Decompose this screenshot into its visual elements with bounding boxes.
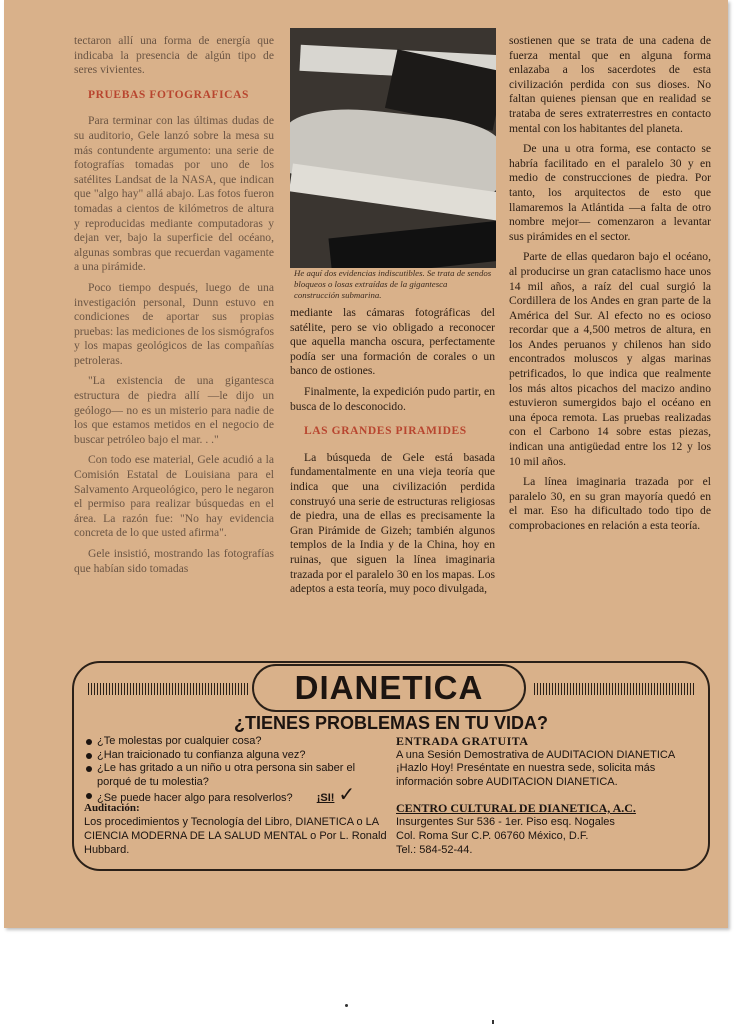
ad-question-list: [84, 735, 384, 806]
ad-title: DIANETICA: [252, 664, 526, 712]
ad-question: ¿Han traicionado tu confianza alguna vez?: [84, 749, 384, 763]
article-paragraph: De una u otra forma, ese contacto se habría facilitado en el paralelo 30 y en medio de construcciones de piedra. Por tanto, los arquitectos de esto que llamaremos la Atlántida —a falta de otro nombre mejor— comenzaron a levantar sus pirámides en el sector.: [509, 142, 711, 243]
ad-centro-cultural: [396, 801, 696, 857]
article-column-1: [74, 34, 274, 582]
article-column-2: [290, 306, 495, 603]
article-paragraph: Para terminar con las últimas dudas de su auditorio, Gele lanzó sobre la mesa su más contundente argumento: una serie de fotografías tomadas por uno de los satélites Landsat de la NASA, que indican que "algo hay" allá abajo. Las fotos fueron tomadas a cientos de kilómetros de altura y reproducidas mediante computadoras y dejan ver, bajo la superficie del océano, algunas sombras que recuerdan vagamente a una pirámide.: [74, 114, 274, 274]
dianetica-advertisement: [72, 661, 710, 871]
section-heading-pruebas: PRUEBAS FOTOGRAFICAS: [88, 88, 249, 101]
magazine-page: [4, 0, 728, 928]
checkmark-icon: ✓: [338, 784, 356, 807]
ad-subtitle: ¿TIENES PROBLEMAS EN TU VIDA?: [233, 713, 548, 733]
article-paragraph: mediante las cámaras fotográficas del satélite, pero se vio obligado a reconocer que aquella mancha oscura, perfectamente podía ser una formación de corales o un banco de ostiones.: [290, 306, 495, 378]
address-line-2: Col. Roma Sur C.P. 06760 México, D.F.: [396, 830, 589, 842]
article-column-3: [509, 34, 711, 540]
ad-auditacion: [84, 801, 394, 857]
decorative-bars-left: [88, 683, 248, 695]
entrada-heading: ENTRADA GRATUITA: [396, 734, 529, 748]
ad-entrada: [396, 735, 696, 789]
article-paragraph: Con todo ese material, Gele acudió a la Comisión Estatal de Louisiana para el Salvamento Arqueológico, pero le negaron el permiso para realizar búsquedas en el área. La razón fue: "No hay evidencia concreta de lo que usted afirma".: [74, 453, 274, 540]
auditacion-heading: Auditación:: [84, 802, 140, 814]
centro-heading: CENTRO CULTURAL DE DIANETICA, A.C.: [396, 801, 636, 815]
scan-speck: [345, 1004, 348, 1007]
article-paragraph: tectaron allí una forma de energía que indicaba la presencia de algún tipo de seres vivientes.: [74, 34, 274, 77]
article-paragraph: sostienen que se trata de una cadena de fuerza mental que en alguna forma enlazaba a los sacerdotes de esta civilización perdida con sus dioses. No faltan quienes piensan que en realidad se trataba de seres extraterrestres en contacto mental con los habitantes del planeta.: [509, 34, 711, 135]
ad-question: ¿Le has gritado a un niño u otra persona sin saber el porqué de tu molestia?: [84, 762, 384, 789]
si-answer: ¡SI!: [316, 792, 335, 805]
decorative-bars-right: [534, 683, 694, 695]
photo-caption: He aquí dos evidencias indiscutibles. Se trata de sendos bloqueos o losas extraídas de la gigantesca construcción submarina.: [294, 268, 492, 300]
underwater-stone-photo: [290, 28, 496, 268]
scan-speck: [492, 1020, 494, 1024]
article-paragraph: Poco tiempo después, luego de una investigación personal, Dunn estuvo en condiciones de aportar sus propias pruebas: las mediciones de los sismógrafos y los mapas geológicos de las compañías petroleras.: [74, 280, 274, 367]
auditacion-text: Los procedimientos y Tecnología del Libro, DIANETICA o LA CIENCIA MODERNA DE LA SALUD MENTAL o Por L. Ronald Hubbard.: [84, 816, 387, 856]
address-line-1: Insurgentes Sur 536 - 1er. Piso esq. Nogales: [396, 816, 615, 828]
article-paragraph: La línea imaginaria trazada por el paralelo 30, en su gran mayoría quedó en el mar. Eso ha dificultado todo tipo de comprobaciones en relación a esta teoría.: [509, 475, 711, 532]
ad-question-text: ¿Se puede hacer algo para resolverlos?: [97, 792, 293, 805]
article-paragraph: Finalmente, la expedición pudo partir, en busca de lo desconocido.: [290, 384, 495, 413]
article-paragraph: Gele insistió, mostrando las fotografías que habían sido tomadas: [74, 547, 274, 575]
entrada-text: A una Sesión Demostrativa de AUDITACION DIANETICA ¡Hazlo Hoy! Preséntate en nuestra sede, solicita más información sobre AUDITACION DIANETICA.: [396, 748, 675, 788]
ad-question: ¿Te molestas por cualquier cosa?: [84, 735, 384, 749]
phone: Tel.: 584-52-44.: [396, 844, 473, 856]
article-paragraph: La búsqueda de Gele está basada fundamentalmente en una vieja teoría que indica que una civilización perdida construyó una serie de estructuras religiosas de piedra, una de ellas es precisamente la Gran Pirámide de Gizeh; también algunos templos de la India y de la China, hoy en ruinas, que siguen la línea imaginaria trazada por el paralelo 30 en los mapas. Los adeptos a esta teoría, muy poco divulgada,: [290, 450, 495, 596]
article-paragraph: "La existencia de una gigantesca estructura de piedra allí —le dijo un geólogo— no es un misterio para nadie de los que estamos metidos en el negocio de buscar petróleo bajo el mar. . .": [74, 374, 274, 446]
section-heading-piramides: LAS GRANDES PIRAMIDES: [304, 425, 467, 438]
article-paragraph: Parte de ellas quedaron bajo el océano, al producirse un gran cataclismo hace unos 14 mil años, a raíz del cual surgió la Cordillera de los Andes en gran parte de la América del Sur. Al efecto no es ocioso recordar que a 4,500 metros de altura, en los Andes peruanos y chilenos han sido encontrados moluscos y algas marinas petrificados, lo que indica que realmente los más altos picachos del macizo andino estuvieron sumergidos bajo el océano en una época remota. Las pruebas realizadas con el Carbono 14 sobre estas piezas, indican una antigüedad entre los 12 y los 10 mil años.: [509, 250, 711, 468]
